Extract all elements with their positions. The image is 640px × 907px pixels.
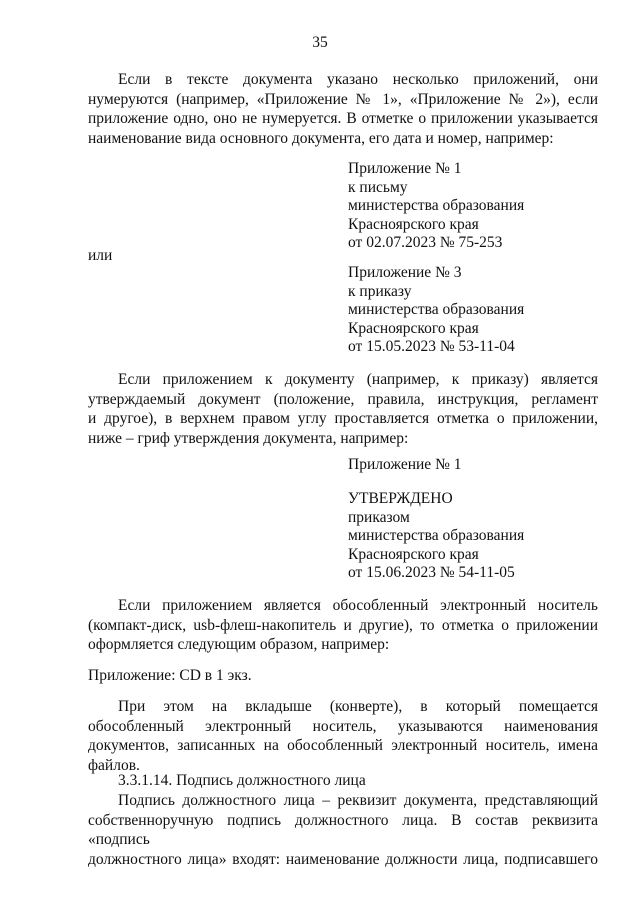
- paragraph-signature: [88, 791, 598, 869]
- approval-line: УТВЕРЖДЕНО: [348, 490, 453, 507]
- section-heading: 3.3.1.14. Подпись должностного лица: [118, 772, 366, 789]
- approval-line: Красноярского края: [348, 545, 479, 563]
- paragraph-attachments-numbering: [88, 70, 598, 148]
- attachment-line: Приложение № 1: [348, 456, 462, 473]
- attachment-line: Приложение № 3: [348, 264, 462, 281]
- attachment-line: к приказу: [348, 282, 412, 300]
- attachment-line: от 02.07.2023 № 75-253: [348, 234, 503, 251]
- text-line: Подпись должностного лица – реквизит документа, представляющий: [118, 792, 598, 809]
- text-line: Если приложением является обособленный электронный носитель: [118, 597, 598, 614]
- page-number: 35: [312, 34, 328, 51]
- approval-line: министерства образования: [348, 527, 525, 544]
- approval-line: от 15.06.2023 № 54-11-05: [348, 564, 515, 581]
- paragraph-envelope: [88, 697, 598, 775]
- text-line: утверждаемый документ (положение, правила, инструкция, регламент: [88, 390, 598, 408]
- text-line: Если в тексте документа указано несколько приложений, они: [118, 71, 598, 88]
- attachment-line: министерства образования: [348, 197, 525, 214]
- attachment-mark-example-order: [348, 264, 524, 357]
- text-line: документов, записанных на обособленный электронный носитель, имена: [88, 737, 598, 754]
- attachment-mark-example-approved: [348, 456, 461, 475]
- attachment-line: Красноярского края: [348, 319, 479, 337]
- cd-attachment-line: Приложение: CD в 1 экз.: [88, 667, 252, 684]
- text-line: файлов.: [88, 756, 140, 774]
- text-line: оформляется следующим образом, например:: [88, 636, 390, 653]
- attachment-mark-example-letter: [348, 160, 524, 253]
- text-line: нумеруются (например, «Приложение № 1», «Приложение № 2»), если: [88, 90, 598, 108]
- approval-stamp-example: [348, 490, 524, 583]
- text-line: собственноручную подпись должностного лица. В состав реквизита «подпись: [88, 811, 598, 848]
- attachment-line: министерства образования: [348, 301, 525, 318]
- text-line: наименование вида основного документа, его дата и номер, например:: [88, 129, 554, 147]
- text-line: и другое), в верхнем правом углу проставляется отметка о приложении,: [88, 410, 598, 427]
- paragraph-approved-document: [88, 370, 598, 448]
- text-line: обособленный электронный носитель, указываются наименования: [88, 717, 598, 735]
- text-line: приложение одно, оно не нумеруется. В отметке о приложении указывается: [88, 110, 598, 127]
- approval-line: приказом: [348, 508, 410, 526]
- attachment-line: к письму: [348, 178, 408, 196]
- paragraph-electronic-media: [88, 596, 598, 655]
- or-word: или: [88, 247, 113, 264]
- text-line: Если приложением к документу (например, к приказу) является: [118, 371, 598, 388]
- text-line: (компакт-диск, usb-флеш-накопитель и другие), то отметка о приложении: [88, 616, 598, 634]
- text-line: При этом на вкладыше (конверте), в который помещается: [118, 698, 598, 715]
- text-line: ниже – гриф утверждения документа, например:: [88, 429, 409, 447]
- attachment-line: от 15.05.2023 № 53-11-04: [348, 338, 515, 355]
- text-line: должностного лица» входят: наименование должности лица, подписавшего: [88, 850, 598, 868]
- attachment-line: Красноярского края: [348, 215, 479, 233]
- attachment-line: Приложение № 1: [348, 160, 462, 177]
